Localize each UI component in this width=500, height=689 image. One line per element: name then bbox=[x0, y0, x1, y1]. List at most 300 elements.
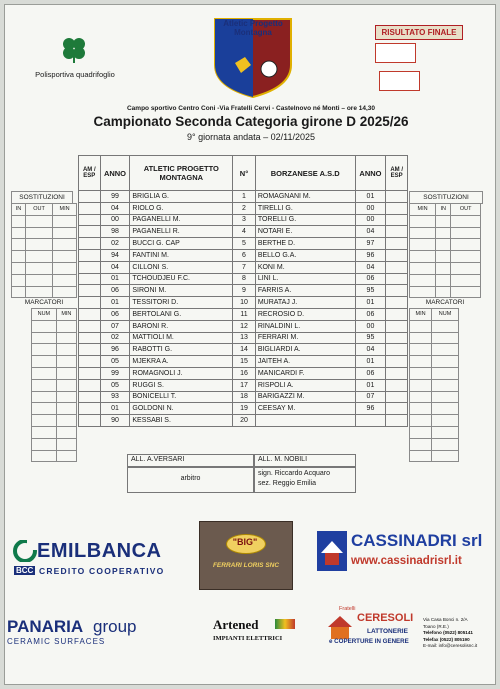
emilbanca-bcc: BCC bbox=[16, 566, 34, 575]
away-player-cell: FARRIS A. bbox=[255, 285, 355, 297]
referee-label-text: arbitro bbox=[180, 475, 201, 482]
left-scorers-row bbox=[32, 450, 77, 462]
shirt-number-cell: 4 bbox=[233, 226, 256, 238]
away-year-cell: 01 bbox=[355, 297, 386, 309]
right-scorers-cell[interactable] bbox=[432, 415, 459, 427]
right-scorers-cell[interactable] bbox=[410, 438, 432, 450]
right-subs-cell[interactable] bbox=[451, 251, 481, 263]
left-subs-row bbox=[12, 227, 77, 239]
left-scorers-cell[interactable] bbox=[32, 367, 57, 379]
right-subs-cell[interactable] bbox=[451, 274, 481, 286]
right-subs-cell[interactable] bbox=[410, 262, 436, 274]
panaria-group: group bbox=[93, 617, 137, 636]
right-subs-header-row bbox=[410, 204, 481, 216]
away-score-box[interactable] bbox=[379, 71, 420, 91]
left-subs-column-header: MIN bbox=[53, 204, 77, 216]
left-scorers-row bbox=[32, 438, 77, 450]
away-am-esp-cell[interactable] bbox=[386, 403, 408, 415]
away-year-cell: 95 bbox=[355, 332, 386, 344]
left-scorers-title: MARCATORI bbox=[24, 299, 64, 306]
right-subs-cell[interactable] bbox=[410, 251, 436, 263]
shirt-number-cell: 12 bbox=[233, 320, 256, 332]
left-subs-header-row bbox=[12, 204, 77, 216]
right-subs-cell[interactable] bbox=[436, 251, 451, 263]
home-player-cell: CILLONI S. bbox=[130, 261, 233, 273]
right-scorers-row bbox=[410, 367, 459, 379]
away-coach bbox=[254, 454, 356, 467]
away-player-cell: KONI M. bbox=[255, 261, 355, 273]
away-year-cell: 01 bbox=[355, 191, 386, 203]
right-scorers-row bbox=[410, 450, 459, 462]
left-subs-cell[interactable] bbox=[53, 251, 77, 263]
right-subs-column-header: MIN bbox=[410, 204, 436, 216]
home-year-cell: 00 bbox=[100, 214, 130, 226]
right-scorers-row bbox=[410, 403, 459, 415]
away-player-cell: MURATAJ J. bbox=[255, 297, 355, 309]
artened-logo bbox=[195, 617, 305, 649]
left-scorers-cell[interactable] bbox=[56, 332, 76, 344]
right-scorers-cell[interactable] bbox=[410, 320, 432, 332]
panaria-name: PANARIA bbox=[7, 617, 84, 636]
table-row bbox=[79, 344, 408, 356]
home-am-esp-cell[interactable] bbox=[79, 415, 101, 427]
artened-flag bbox=[275, 619, 295, 629]
home-year-cell: 01 bbox=[100, 403, 130, 415]
away-am-esp-cell[interactable] bbox=[386, 261, 408, 273]
home-am-esp-cell[interactable] bbox=[79, 379, 101, 391]
left-subs-cell[interactable] bbox=[53, 262, 77, 274]
emilbanca-logo bbox=[13, 538, 193, 588]
away-year-cell: 01 bbox=[355, 356, 386, 368]
shirt-number-cell: 8 bbox=[233, 273, 256, 285]
away-year-cell: 01 bbox=[355, 379, 386, 391]
right-scorers-row bbox=[410, 332, 459, 344]
table-row bbox=[79, 391, 408, 403]
cassinadri-name: CASSINADRI srl bbox=[351, 531, 483, 550]
left-subs-cell[interactable] bbox=[12, 274, 26, 286]
table-row bbox=[79, 238, 408, 250]
home-player-cell: BONICELLI T. bbox=[130, 391, 233, 403]
home-am-esp-cell[interactable] bbox=[79, 214, 101, 226]
home-year-cell: 99 bbox=[100, 191, 130, 203]
away-am-esp-cell[interactable] bbox=[386, 238, 408, 250]
home-am-esp-cell[interactable] bbox=[79, 332, 101, 344]
left-subs-cell[interactable] bbox=[12, 239, 26, 251]
right-scorers-table bbox=[409, 308, 459, 462]
shirt-number-cell: 15 bbox=[233, 356, 256, 368]
home-player-cell: BERTOLANI G. bbox=[130, 308, 233, 320]
ceresoli-email: E-mail: info@ceresolisnc.it bbox=[423, 643, 478, 648]
home-player-cell: RABOTTI G. bbox=[130, 344, 233, 356]
shirt-number-cell: 20 bbox=[233, 415, 256, 427]
right-scorers-row bbox=[410, 426, 459, 438]
home-year-cell: 90 bbox=[100, 415, 130, 427]
left-scorers-cell[interactable] bbox=[56, 344, 76, 356]
table-row bbox=[79, 356, 408, 368]
right-scorers-cell[interactable] bbox=[410, 367, 432, 379]
left-subs-row bbox=[12, 215, 77, 227]
right-scorers-cell[interactable] bbox=[410, 332, 432, 344]
shirt-number-cell: 6 bbox=[233, 249, 256, 261]
away-am-esp-cell[interactable] bbox=[386, 273, 408, 285]
shirt-number-cell: 7 bbox=[233, 261, 256, 273]
table-row bbox=[79, 249, 408, 261]
home-year-cell: 05 bbox=[100, 379, 130, 391]
home-am-esp-cell[interactable] bbox=[79, 391, 101, 403]
home-am-esp-cell[interactable] bbox=[79, 320, 101, 332]
right-subs-cell[interactable] bbox=[451, 262, 481, 274]
right-subs-row bbox=[410, 251, 481, 263]
right-subs-cell[interactable] bbox=[410, 227, 436, 239]
ceresoli-phone: Telefono (0522) 805141 bbox=[423, 630, 473, 635]
championship-title: Campionato Seconda Categoria girone D 2025/26 bbox=[93, 114, 409, 129]
home-am-esp-cell[interactable] bbox=[79, 285, 101, 297]
right-subs-cell[interactable] bbox=[451, 227, 481, 239]
away-player-cell: JAITEH A. bbox=[255, 356, 355, 368]
away-am-esp-cell[interactable] bbox=[386, 202, 408, 214]
right-subs-cell[interactable] bbox=[451, 239, 481, 251]
away-year-cell: 07 bbox=[355, 391, 386, 403]
emilbanca-mark-icon bbox=[13, 540, 39, 562]
right-subs-cell[interactable] bbox=[436, 227, 451, 239]
left-subs-cell[interactable] bbox=[25, 251, 52, 263]
home-year-cell: 06 bbox=[100, 285, 130, 297]
away-coach-text: ALL. M. NOBILI bbox=[258, 456, 308, 463]
table-row bbox=[79, 261, 408, 273]
referee-section: sez. Reggio Emilia bbox=[258, 480, 316, 487]
crest-title: Atletic Progetto Montagna bbox=[223, 19, 283, 37]
home-am-esp-cell[interactable] bbox=[79, 308, 101, 320]
right-scorers-cell[interactable] bbox=[432, 320, 459, 332]
away-am-esp-cell[interactable] bbox=[386, 391, 408, 403]
home-player-cell: BRIGLIA G. bbox=[130, 191, 233, 203]
home-player-cell: MATTIOLI M. bbox=[130, 332, 233, 344]
home-am-esp-cell[interactable] bbox=[79, 191, 101, 203]
left-scorers-cell[interactable] bbox=[56, 426, 76, 438]
left-subs-row bbox=[12, 239, 77, 251]
right-subs-cell[interactable] bbox=[436, 239, 451, 251]
away-year-cell: 06 bbox=[355, 273, 386, 285]
home-am-esp-cell[interactable] bbox=[79, 226, 101, 238]
away-year-header: ANNO bbox=[355, 156, 386, 191]
emilbanca-sub: CREDITO COOPERATIVO bbox=[39, 566, 165, 576]
right-scorers-cell[interactable] bbox=[432, 367, 459, 379]
home-player-cell: MJEKRA A. bbox=[130, 356, 233, 368]
left-scorers-header-row bbox=[32, 309, 77, 321]
away-player-cell: FERRARI M. bbox=[255, 332, 355, 344]
left-scorers-cell[interactable] bbox=[56, 320, 76, 332]
away-am-esp-cell[interactable] bbox=[386, 285, 408, 297]
ceresoli-top: Fratelli bbox=[339, 606, 356, 612]
home-player-cell: GOLDONI N. bbox=[130, 403, 233, 415]
right-scorers-cell[interactable] bbox=[410, 426, 432, 438]
left-scorers-row bbox=[32, 426, 77, 438]
away-player-cell: BARIGAZZI M. bbox=[255, 391, 355, 403]
shirt-number-cell: 17 bbox=[233, 379, 256, 391]
clover-logo-icon bbox=[60, 35, 88, 63]
home-year-cell: 99 bbox=[100, 367, 130, 379]
home-year-cell: 06 bbox=[100, 308, 130, 320]
away-player-cell: LINI L. bbox=[255, 273, 355, 285]
left-scorers-cell[interactable] bbox=[32, 438, 57, 450]
left-subs-cell[interactable] bbox=[53, 239, 77, 251]
away-year-cell: 00 bbox=[355, 320, 386, 332]
table-row bbox=[79, 403, 408, 415]
away-year-cell: 04 bbox=[355, 344, 386, 356]
left-scorers-cell[interactable] bbox=[32, 415, 57, 427]
left-subs-row bbox=[12, 262, 77, 274]
home-player-cell: ROMAGNOLI J. bbox=[130, 367, 233, 379]
home-player-cell: RIOLO G. bbox=[130, 202, 233, 214]
away-year-cell: 00 bbox=[355, 214, 386, 226]
home-am-esp-cell[interactable] bbox=[79, 273, 101, 285]
home-player-cell: RUGGI S. bbox=[130, 379, 233, 391]
away-year-cell: 06 bbox=[355, 367, 386, 379]
right-scorers-cell[interactable] bbox=[432, 391, 459, 403]
away-am-esp-cell[interactable] bbox=[386, 332, 408, 344]
right-scorers-cell[interactable] bbox=[410, 391, 432, 403]
club-name: Polisportiva quadrifoglio bbox=[35, 70, 115, 79]
left-scorers-cell[interactable] bbox=[32, 379, 57, 391]
home-player-cell: BARONI R. bbox=[130, 320, 233, 332]
left-scorers-cell[interactable] bbox=[56, 367, 76, 379]
home-year-cell: 01 bbox=[100, 297, 130, 309]
away-am-esp-cell[interactable] bbox=[386, 320, 408, 332]
left-scorers-cell[interactable] bbox=[32, 426, 57, 438]
right-scorers-cell[interactable] bbox=[432, 379, 459, 391]
left-scorers-cell[interactable] bbox=[32, 391, 57, 403]
away-player-cell: RINALDINI L. bbox=[255, 320, 355, 332]
table-row bbox=[79, 415, 408, 427]
away-am-esp-cell[interactable] bbox=[386, 415, 408, 427]
left-scorers-row bbox=[32, 367, 77, 379]
right-subs-cell[interactable] bbox=[436, 215, 451, 227]
home-am-esp-cell[interactable] bbox=[79, 238, 101, 250]
away-am-esp-cell[interactable] bbox=[386, 191, 408, 203]
left-scorers-cell[interactable] bbox=[32, 403, 57, 415]
away-am-esp-cell[interactable] bbox=[386, 367, 408, 379]
shirt-number-cell: 3 bbox=[233, 214, 256, 226]
away-player-cell bbox=[255, 415, 355, 427]
right-scorers-row bbox=[410, 438, 459, 450]
right-scorers-cell[interactable] bbox=[432, 344, 459, 356]
cassinadri-web: www.cassinadrisrl.it bbox=[351, 555, 462, 567]
left-scorers-cell[interactable] bbox=[32, 450, 57, 462]
away-player-cell: BERTHE D. bbox=[255, 238, 355, 250]
home-am-esp-cell[interactable] bbox=[79, 367, 101, 379]
home-am-esp-cell[interactable] bbox=[79, 344, 101, 356]
shirt-number-cell: 9 bbox=[233, 285, 256, 297]
left-scorers-row bbox=[32, 379, 77, 391]
home-player-cell: SIRONI M. bbox=[130, 285, 233, 297]
home-player-cell: TCHOUDJEU F.C. bbox=[130, 273, 233, 285]
lineup-table bbox=[78, 155, 408, 427]
home-player-cell: FANTINI M. bbox=[130, 249, 233, 261]
right-subs-cell[interactable] bbox=[451, 215, 481, 227]
home-am-esp-cell[interactable] bbox=[79, 249, 101, 261]
table-row bbox=[79, 285, 408, 297]
right-scorers-cell[interactable] bbox=[410, 403, 432, 415]
right-scorers-cell[interactable] bbox=[432, 450, 459, 462]
left-subs-cell[interactable] bbox=[25, 215, 52, 227]
right-scorers-cell[interactable] bbox=[432, 332, 459, 344]
left-scorers-cell[interactable] bbox=[32, 344, 57, 356]
right-subs-cell[interactable] bbox=[410, 215, 436, 227]
home-team-header: ATLETIC PROGETTO MONTAGNA bbox=[130, 156, 233, 191]
away-player-cell: TIRELLI G. bbox=[255, 202, 355, 214]
left-subs-row bbox=[12, 274, 77, 286]
away-am-esp-cell[interactable] bbox=[386, 249, 408, 261]
right-scorers-row bbox=[410, 320, 459, 332]
left-scorers-cell[interactable] bbox=[56, 379, 76, 391]
away-am-esp-cell[interactable] bbox=[386, 226, 408, 238]
right-scorers-cell[interactable] bbox=[410, 415, 432, 427]
left-subs-cell[interactable] bbox=[25, 227, 52, 239]
left-scorers-cell[interactable] bbox=[56, 438, 76, 450]
right-scorers-row bbox=[410, 379, 459, 391]
table-row bbox=[79, 332, 408, 344]
left-subs-cell[interactable] bbox=[53, 274, 77, 286]
away-am-esp-cell[interactable] bbox=[386, 214, 408, 226]
away-year-cell: 06 bbox=[355, 308, 386, 320]
left-subs-cell[interactable] bbox=[25, 239, 52, 251]
table-row bbox=[79, 214, 408, 226]
ceresoli-address-2: Toano (R.E.) bbox=[423, 623, 449, 629]
left-subs-table bbox=[11, 203, 77, 298]
home-am-esp-cell[interactable] bbox=[79, 202, 101, 214]
away-year-cell: 96 bbox=[355, 249, 386, 261]
home-year-header: ANNO bbox=[100, 156, 130, 191]
ceresoli-contact bbox=[423, 617, 495, 650]
left-scorers-row bbox=[32, 391, 77, 403]
home-year-cell: 96 bbox=[100, 344, 130, 356]
left-scorers-cell[interactable] bbox=[56, 356, 76, 368]
right-subs-row bbox=[410, 215, 481, 227]
left-scorers-cell[interactable] bbox=[32, 356, 57, 368]
away-year-cell: 96 bbox=[355, 403, 386, 415]
left-subs-cell[interactable] bbox=[12, 251, 26, 263]
right-scorers-row bbox=[410, 344, 459, 356]
left-subs-cell[interactable] bbox=[53, 215, 77, 227]
right-scorers-cell[interactable] bbox=[410, 356, 432, 368]
ceresoli-logo bbox=[327, 606, 417, 656]
ceresoli-sub1: LATTONERIE bbox=[367, 628, 408, 635]
left-subs-cell[interactable] bbox=[12, 262, 26, 274]
away-am-esp-cell[interactable] bbox=[386, 344, 408, 356]
venue-line: Campo sportivo Centro Coni -Via Fratelli Cervi - Castelnovo né Monti – ore 14,30 bbox=[126, 105, 375, 112]
left-scorers-cell[interactable] bbox=[56, 450, 76, 462]
right-scorers-cell[interactable] bbox=[432, 356, 459, 368]
artened-name: Artened bbox=[213, 617, 259, 632]
table-row bbox=[79, 379, 408, 391]
right-scorers-cell[interactable] bbox=[432, 438, 459, 450]
shirt-number-cell: 16 bbox=[233, 367, 256, 379]
home-coach bbox=[127, 454, 254, 467]
table-row bbox=[79, 367, 408, 379]
left-subs-cell[interactable] bbox=[25, 274, 52, 286]
right-subs-cell[interactable] bbox=[410, 274, 436, 286]
away-player-cell: MANICARDI F. bbox=[255, 367, 355, 379]
referee-info bbox=[254, 467, 356, 493]
left-scorers-row bbox=[32, 415, 77, 427]
left-subs-cell[interactable] bbox=[53, 227, 77, 239]
away-am-esp-cell[interactable] bbox=[386, 297, 408, 309]
right-subs-column-header: OUT bbox=[451, 204, 481, 216]
left-subs-cell[interactable] bbox=[12, 227, 26, 239]
away-player-cell: NOTARI E. bbox=[255, 226, 355, 238]
left-subs-cell[interactable] bbox=[12, 215, 26, 227]
left-scorers-row bbox=[32, 344, 77, 356]
left-subs-title: SOSTITUZIONI bbox=[11, 191, 73, 204]
away-am-esp-cell[interactable] bbox=[386, 356, 408, 368]
home-score-box[interactable] bbox=[375, 43, 416, 63]
home-year-cell: 04 bbox=[100, 202, 130, 214]
home-am-esp-header: AM / ESP bbox=[79, 156, 101, 191]
right-subs-row bbox=[410, 274, 481, 286]
away-year-cell: 04 bbox=[355, 261, 386, 273]
away-team-header: BORZANESE A.S.D bbox=[255, 156, 355, 191]
home-am-esp-cell[interactable] bbox=[79, 356, 101, 368]
shirt-number-cell: 5 bbox=[233, 238, 256, 250]
left-subs-cell[interactable] bbox=[25, 262, 52, 274]
shirt-number-cell: 13 bbox=[233, 332, 256, 344]
left-scorers-cell[interactable] bbox=[56, 391, 76, 403]
home-player-cell: PAGANELLI R. bbox=[130, 226, 233, 238]
away-am-esp-cell[interactable] bbox=[386, 379, 408, 391]
away-player-cell: RECROSIO D. bbox=[255, 308, 355, 320]
home-year-cell: 07 bbox=[100, 320, 130, 332]
right-scorers-row bbox=[410, 415, 459, 427]
home-am-esp-cell[interactable] bbox=[79, 297, 101, 309]
panaria-sub: CERAMIC SURFACES bbox=[7, 637, 106, 646]
shirt-number-cell: 18 bbox=[233, 391, 256, 403]
away-year-cell: 97 bbox=[355, 238, 386, 250]
shirt-number-cell: 10 bbox=[233, 297, 256, 309]
right-subs-cell[interactable] bbox=[436, 262, 451, 274]
shirt-number-cell: 2 bbox=[233, 202, 256, 214]
left-scorers-cell[interactable] bbox=[56, 415, 76, 427]
right-scorers-header-row bbox=[410, 309, 459, 321]
away-am-esp-cell[interactable] bbox=[386, 308, 408, 320]
right-scorers-title: MARCATORI bbox=[425, 299, 465, 306]
home-player-cell: TESSITORI D. bbox=[130, 297, 233, 309]
big-sub-text: FERRARI LORIS SNC bbox=[212, 562, 280, 569]
home-year-cell: 94 bbox=[100, 249, 130, 261]
ceresoli-name: CERESOLI bbox=[357, 612, 414, 624]
right-scorers-cell[interactable] bbox=[410, 344, 432, 356]
right-scorers-cell[interactable] bbox=[410, 450, 432, 462]
right-scorers-cell[interactable] bbox=[410, 379, 432, 391]
left-scorers-cell[interactable] bbox=[56, 403, 76, 415]
right-scorers-cell[interactable] bbox=[432, 426, 459, 438]
home-player-cell: PAGANELLI M. bbox=[130, 214, 233, 226]
home-coach-text: ALL. A.VERSARI bbox=[131, 456, 185, 463]
home-player-cell: BUCCI G. CAP bbox=[130, 238, 233, 250]
right-scorers-cell[interactable] bbox=[432, 403, 459, 415]
home-year-cell: 04 bbox=[100, 261, 130, 273]
away-player-cell: ROMAGNANI M. bbox=[255, 191, 355, 203]
home-year-cell: 05 bbox=[100, 356, 130, 368]
right-subs-cell[interactable] bbox=[410, 239, 436, 251]
table-row bbox=[79, 297, 408, 309]
left-scorers-cell[interactable] bbox=[32, 332, 57, 344]
emilbanca-name: EMILBANCA bbox=[37, 540, 162, 562]
left-scorers-cell[interactable] bbox=[32, 320, 57, 332]
shirt-number-cell: 1 bbox=[233, 191, 256, 203]
right-subs-cell[interactable] bbox=[436, 274, 451, 286]
home-am-esp-cell[interactable] bbox=[79, 261, 101, 273]
home-am-esp-cell[interactable] bbox=[79, 403, 101, 415]
